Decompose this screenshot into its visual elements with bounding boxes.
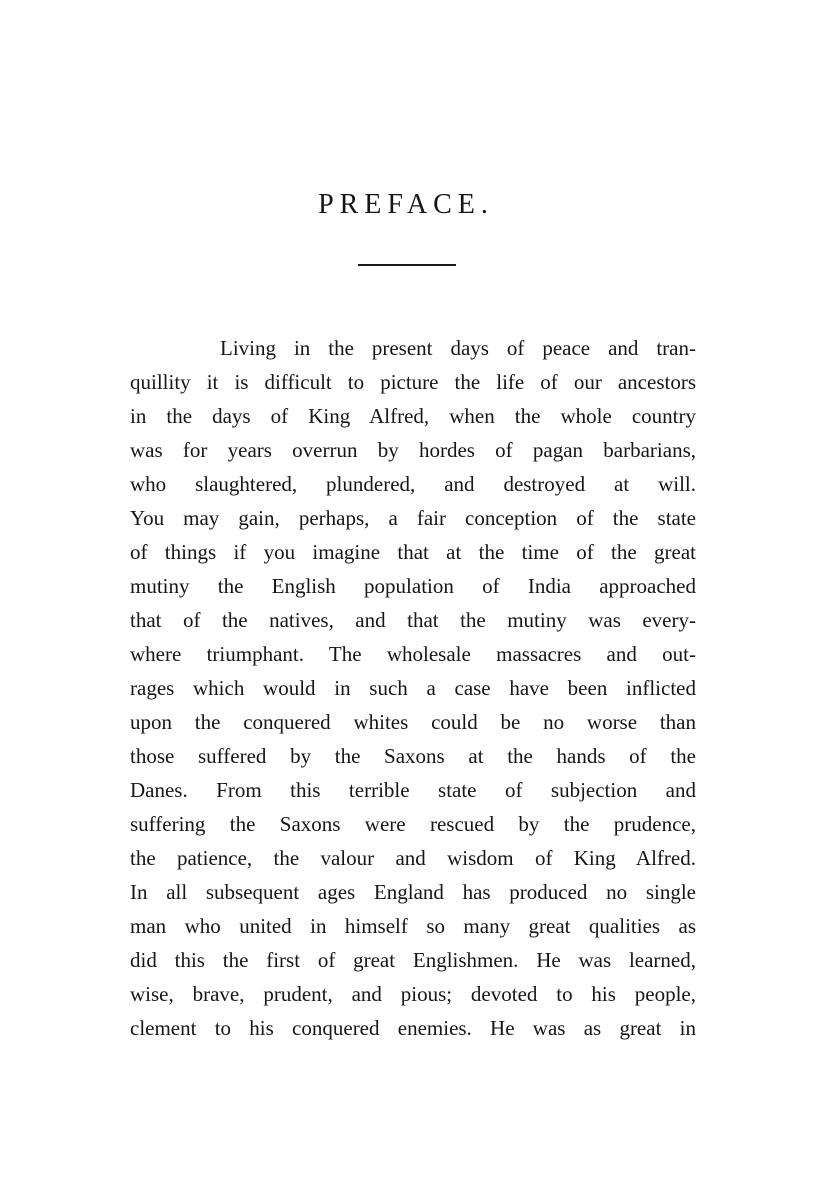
- text-line: wise, brave, prudent, and pious; devoted to his people,: [130, 982, 696, 1006]
- text-line: where triumphant. The wholesale massacres and out-: [130, 642, 696, 666]
- page-title: PREFACE.: [318, 189, 494, 220]
- text-line: in the days of King Alfred, when the whole country: [130, 404, 696, 428]
- text-line: that of the natives, and that the mutiny was every-: [130, 608, 696, 632]
- text-line: quillity it is difficult to picture the life of our ancestors: [130, 370, 696, 394]
- text-line: of things if you imagine that at the time of the great: [130, 540, 696, 564]
- text-line: rages which would in such a case have been inflicted: [130, 676, 696, 700]
- preface-text: [130, 331, 696, 1045]
- text-line: who slaughtered, plundered, and destroyed at will.: [130, 472, 696, 496]
- text-line: upon the conquered whites could be no worse than: [130, 710, 696, 734]
- text-line: Danes. From this terrible state of subjection and: [130, 778, 696, 802]
- text-line: Living in the present days of peace and tran-: [220, 336, 696, 360]
- text-line: those suffered by the Saxons at the hands of the: [130, 744, 696, 768]
- text-line: the patience, the valour and wisdom of King Alfred.: [130, 846, 696, 870]
- text-line: In all subsequent ages England has produced no single: [130, 880, 696, 904]
- text-line: You may gain, perhaps, a fair conception of the state: [130, 506, 696, 530]
- text-line: did this the first of great Englishmen. He was learned,: [130, 948, 696, 972]
- title-divider: [358, 264, 456, 266]
- text-line: mutiny the English population of India approached: [130, 574, 696, 598]
- text-line: clement to his conquered enemies. He was as great in: [130, 1016, 696, 1040]
- text-line: was for years overrun by hordes of pagan barbarians,: [130, 438, 696, 462]
- text-line: suffering the Saxons were rescued by the prudence,: [130, 812, 696, 836]
- text-line: man who united in himself so many great qualities as: [130, 914, 696, 938]
